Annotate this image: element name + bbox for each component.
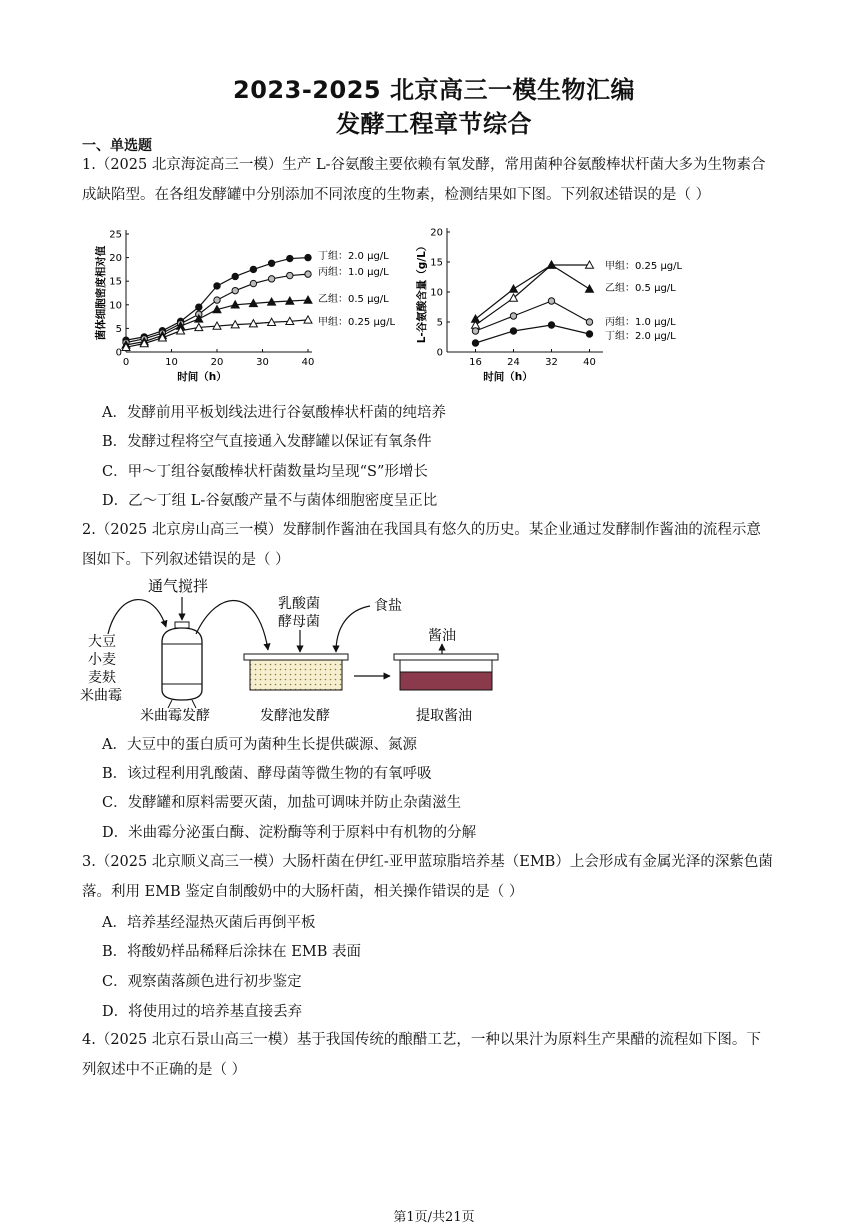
section-heading: 一、单选题 <box>82 138 152 154</box>
y-tick-label: 10 <box>430 287 443 299</box>
q2-option-d: D．米曲霉分泌蛋白酶、淀粉酶等利于原料中有机物的分解 <box>102 825 477 841</box>
data-point <box>196 304 202 310</box>
data-point <box>214 297 220 303</box>
series-label: 乙组：0.5 μg/L <box>318 294 389 305</box>
data-point <box>250 280 256 286</box>
q3-option-a: A．培养基经湿热灭菌后再倒平板 <box>102 915 316 931</box>
data-point <box>586 331 592 337</box>
y-axis-label: 菌体细胞密度相对值 <box>95 245 107 341</box>
x-tick-label: 24 <box>507 357 520 368</box>
data-point <box>548 322 554 328</box>
y-tick-label: 0 <box>436 347 443 359</box>
y-tick-label: 5 <box>115 323 122 335</box>
y-tick-label: 20 <box>109 253 122 265</box>
series-label: 丁组：2.0 μg/L <box>605 331 676 342</box>
data-point <box>232 273 238 279</box>
data-point <box>268 276 274 282</box>
question-4-line2: 列叙述中不正确的是（ ） <box>82 1062 247 1078</box>
x-tick-label: 20 <box>210 357 224 368</box>
question-1-line1: 1.（2025 北京海淀高三一模）生产 L-谷氨酸主要依赖有氧发酵，常用菌种谷氨酸棒状杆菌大多为生物素合 <box>82 157 766 173</box>
question-4 <box>82 1025 792 1085</box>
y-tick-label: 25 <box>109 229 122 241</box>
data-point <box>472 340 478 346</box>
y-tick-label: 0 <box>115 347 122 359</box>
series-label: 丁组：2.0 μg/L <box>318 251 389 262</box>
series-line <box>476 325 590 343</box>
y-tick-label: 20 <box>430 227 443 239</box>
data-point <box>510 285 518 292</box>
y-tick-label: 15 <box>109 276 122 288</box>
x-tick-label: 0 <box>122 357 130 368</box>
step-pool-fermentation: 发酵池发酵 <box>260 708 330 724</box>
q1-option-a: A．发酵前用平板划线法进行谷氨酸棒状杆菌的纯培养 <box>102 405 446 421</box>
x-tick-label: 40 <box>301 357 315 368</box>
ingredient-soybean: 大豆 <box>88 634 116 650</box>
question-1-line2: 成缺陷型。在各组发酵罐中分别添加不同浓度的生物素，检测结果如下图。下列叙述错误的是（ ） <box>82 187 711 203</box>
q2-option-c: C．发酵罐和原料需要灭菌，加盐可调味并防止杂菌滋生 <box>102 795 462 811</box>
question-3 <box>82 847 792 907</box>
series-label: 丙组：1.0 μg/L <box>318 267 389 278</box>
microbe-yeast: 酵母菌 <box>278 614 320 630</box>
data-point <box>510 313 516 319</box>
ingredient-wheat: 小麦 <box>88 652 116 668</box>
x-axis-label: 时间（h） <box>483 371 533 383</box>
data-point <box>472 328 478 334</box>
question-3-line1: 3.（2025 北京顺义高三一模）大肠杆菌在伊红-亚甲蓝琼脂培养基（EMB）上会形成有金属光泽的深紫色菌 <box>82 854 773 870</box>
data-point <box>232 287 238 293</box>
data-point <box>548 298 554 304</box>
soy-sauce-label: 酱油 <box>428 628 456 644</box>
y-tick-label: 5 <box>436 317 443 329</box>
q1-option-d: D．乙～丁组 L-谷氨酸产量不与菌体细胞密度呈正比 <box>102 493 438 509</box>
y-tick-label: 10 <box>109 300 122 312</box>
data-point <box>305 254 311 260</box>
document-title-line2: 发酵工程章节综合 <box>336 110 532 138</box>
q3-option-d: D．将使用过的培养基直接丢弃 <box>102 1004 303 1020</box>
data-point <box>287 255 293 261</box>
fermentation-pool <box>244 654 348 690</box>
question-4-line1: 4.（2025 北京石景山高三一模）基于我国传统的酿醋工艺，一种以果汁为原料生产果醋的流程如下图。下 <box>82 1032 761 1048</box>
step-aspergillus-fermentation: 米曲霉发酵 <box>140 708 210 724</box>
question-3-line2: 落。利用 EMB 鉴定自制酸奶中的大肠杆菌，相关操作错误的是（ ） <box>82 884 524 900</box>
data-point <box>586 285 594 292</box>
data-point <box>268 260 274 266</box>
q2-option-a: A．大豆中的蛋白质可为菌种生长提供碳源、氮源 <box>102 737 417 753</box>
question-1 <box>82 150 792 210</box>
question-2-line2: 图如下。下列叙述错误的是（ ） <box>82 552 290 568</box>
series-label: 乙组：0.5 μg/L <box>605 283 676 294</box>
y-axis-label: L-谷氨酸含量（g/L） <box>416 240 428 344</box>
data-point <box>304 316 312 323</box>
ingredient-aspergillus: 米曲霉 <box>80 688 122 704</box>
page-footer: 第1页/共21页 <box>393 1210 475 1225</box>
y-tick-label: 15 <box>430 257 443 269</box>
question-2 <box>82 515 792 575</box>
series-label: 甲组：0.25 μg/L <box>605 261 683 272</box>
q3-option-c: C．观察菌落颜色进行初步鉴定 <box>102 974 302 990</box>
x-tick-label: 16 <box>469 357 482 368</box>
q3-option-b: B．将酸奶样品稀释后涂抹在 EMB 表面 <box>102 944 361 960</box>
salt-label: 食盐 <box>374 598 402 614</box>
question-2-line1: 2.（2025 北京房山高三一模）发酵制作酱油在我国具有悠久的历史。某企业通过发酵制作酱油的流程示意 <box>82 522 761 538</box>
series-line <box>476 265 590 319</box>
q2-option-b: B．该过程利用乳酸菌、酵母菌等微生物的有氧呼吸 <box>102 766 432 782</box>
document-title-line1: 2023-2025 北京高三一模生物汇编 <box>233 76 635 104</box>
data-point <box>214 283 220 289</box>
extraction-pool <box>394 654 498 690</box>
q1-option-c: C．甲～丁组谷氨酸棒状杆菌数量均呈现“S”形增长 <box>102 464 428 480</box>
fermenter-tank <box>162 622 202 708</box>
data-point <box>305 271 311 277</box>
x-axis-label: 时间（h） <box>177 371 227 383</box>
ingredient-bran: 麦麸 <box>88 670 116 686</box>
x-tick-label: 10 <box>165 357 178 368</box>
x-tick-label: 40 <box>583 357 596 368</box>
data-point <box>586 319 592 325</box>
series-label: 甲组：0.25 μg/L <box>318 317 396 328</box>
microbe-lactic: 乳酸菌 <box>278 596 320 612</box>
series-label: 丙组：1.0 μg/L <box>605 317 676 328</box>
data-point <box>250 266 256 272</box>
chart-glutamate-content <box>405 222 695 387</box>
chart-cell-density <box>88 222 418 387</box>
data-point <box>510 328 516 334</box>
soy-sauce-flow-diagram <box>78 572 518 727</box>
step-extract-soy-sauce: 提取酱油 <box>416 708 472 724</box>
series-line <box>476 265 590 325</box>
x-tick-label: 30 <box>256 357 269 368</box>
aeration-label: 通气搅拌 <box>148 577 209 595</box>
x-tick-label: 32 <box>545 357 558 368</box>
q1-option-b: B．发酵过程将空气直接通入发酵罐以保证有氧条件 <box>102 434 432 450</box>
data-point <box>287 272 293 278</box>
